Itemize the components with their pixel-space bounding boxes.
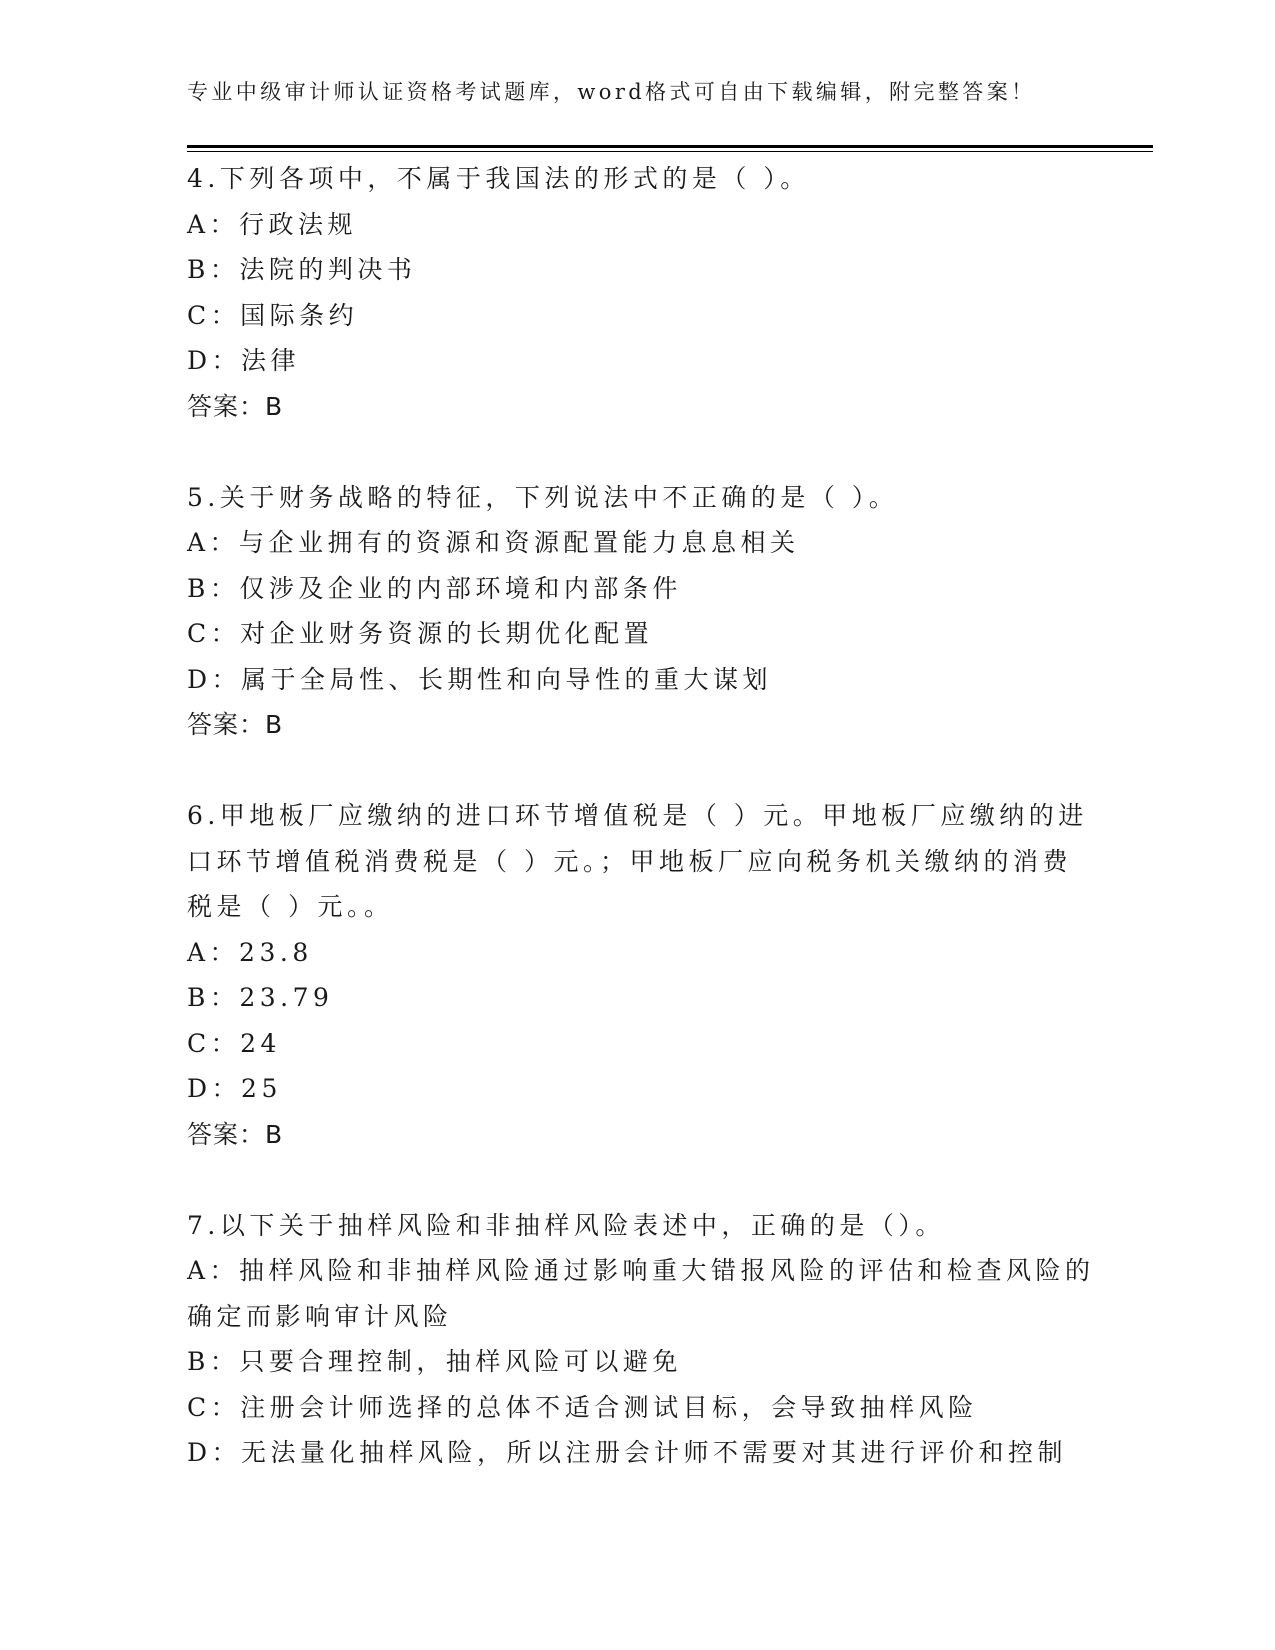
question-stem-line: 5.关于财务战略的特征，下列说法中不正确的是（ ）。 [187,482,899,512]
answer-key: 答案：B [187,710,284,739]
answer-option-line: B：23.79 [187,983,334,1012]
question-stem [187,1203,1087,1249]
question-spacer [187,1157,1087,1203]
answer-option [187,1021,1087,1067]
question-spacer [187,429,1087,475]
answer-key: 答案：B [187,391,284,421]
answer-option [187,202,1087,248]
answer-option [187,930,1087,976]
answer-option-line: A：与企业拥有的资源和资源配置能力息息相关 [187,528,800,557]
answer-option [187,1066,1087,1112]
answer-option [187,657,1087,703]
question-stem-line: 7.以下关于抽样风险和非抽样风险表述中，正确的是（）。 [187,1210,945,1240]
header-rule-thin [187,151,1153,152]
answer-option [187,338,1087,384]
answer-option [187,1385,1087,1431]
answer-option-line: D：属于全局性、长期性和向导性的重大谋划 [187,664,773,694]
answer-option-line: D：法律 [187,346,301,375]
question-block [187,1203,1095,1476]
question-stem-line: 税是（ ）元。。 [187,892,394,921]
question-stem-line: 4.下列各项中，不属于我国法的形式的是（ ）。 [187,164,810,193]
question-block [187,475,1087,748]
question-stem [187,475,1087,521]
answer-option-line: B：仅涉及企业的内部环境和内部条件 [187,573,682,603]
question-stem-line: 口环节增值税消费税是（ ）元。；甲地板厂应向税务机关缴纳的消费 [187,846,1072,876]
question-spacer [187,748,1087,794]
answer-option-line: D：25 [187,1074,282,1103]
answer-option [187,293,1087,339]
question-stem-line: 6.甲地板厂应缴纳的进口环节增值税是（ ）元。甲地板厂应缴纳的进 [187,801,1088,830]
answer-option-line: D：无法量化抽样风险，所以注册会计师不需要对其进行评价和控制 [187,1438,1068,1467]
answer-option [187,566,1087,612]
answer-option-line: C：国际条约 [187,300,359,330]
question-block [187,156,1087,429]
answer-option-line: C：注册会计师选择的总体不适合测试目标，会导致抽样风险 [187,1392,978,1422]
answer-option-line: A：抽样风险和非抽样风险通过影响重大错报风险的评估和检查风险的 [187,1256,1095,1285]
answer-option [187,1430,1087,1476]
answer-option-line: B：法院的判决书 [187,255,417,284]
answer-option-line: 确定而影响审计风险 [187,1301,453,1331]
question-list [187,156,1095,1476]
answer-option [187,1248,1095,1339]
answer-option [187,975,1087,1021]
answer-option [187,247,1087,293]
page-header: 专业中级审计师认证资格考试题库，word格式可自由下载编辑，附完整答案！ [187,80,1036,104]
answer-option [187,611,1087,657]
answer-option-line: A：行政法规 [187,209,358,239]
question-block [187,793,1087,1157]
question-stem [187,156,1087,202]
answer-option [187,1339,1087,1385]
question-stem [187,793,1087,930]
answer-option-line: C：对企业财务资源的长期优化配置 [187,619,654,648]
header-rule-thick [187,145,1153,148]
answer-option-line: B：只要合理控制，抽样风险可以避免 [187,1347,682,1376]
answer-option-line: C：24 [187,1028,281,1058]
answer-option-line: A：23.8 [187,937,313,967]
answer-option [187,520,1087,566]
answer-key: 答案：B [187,1119,284,1149]
